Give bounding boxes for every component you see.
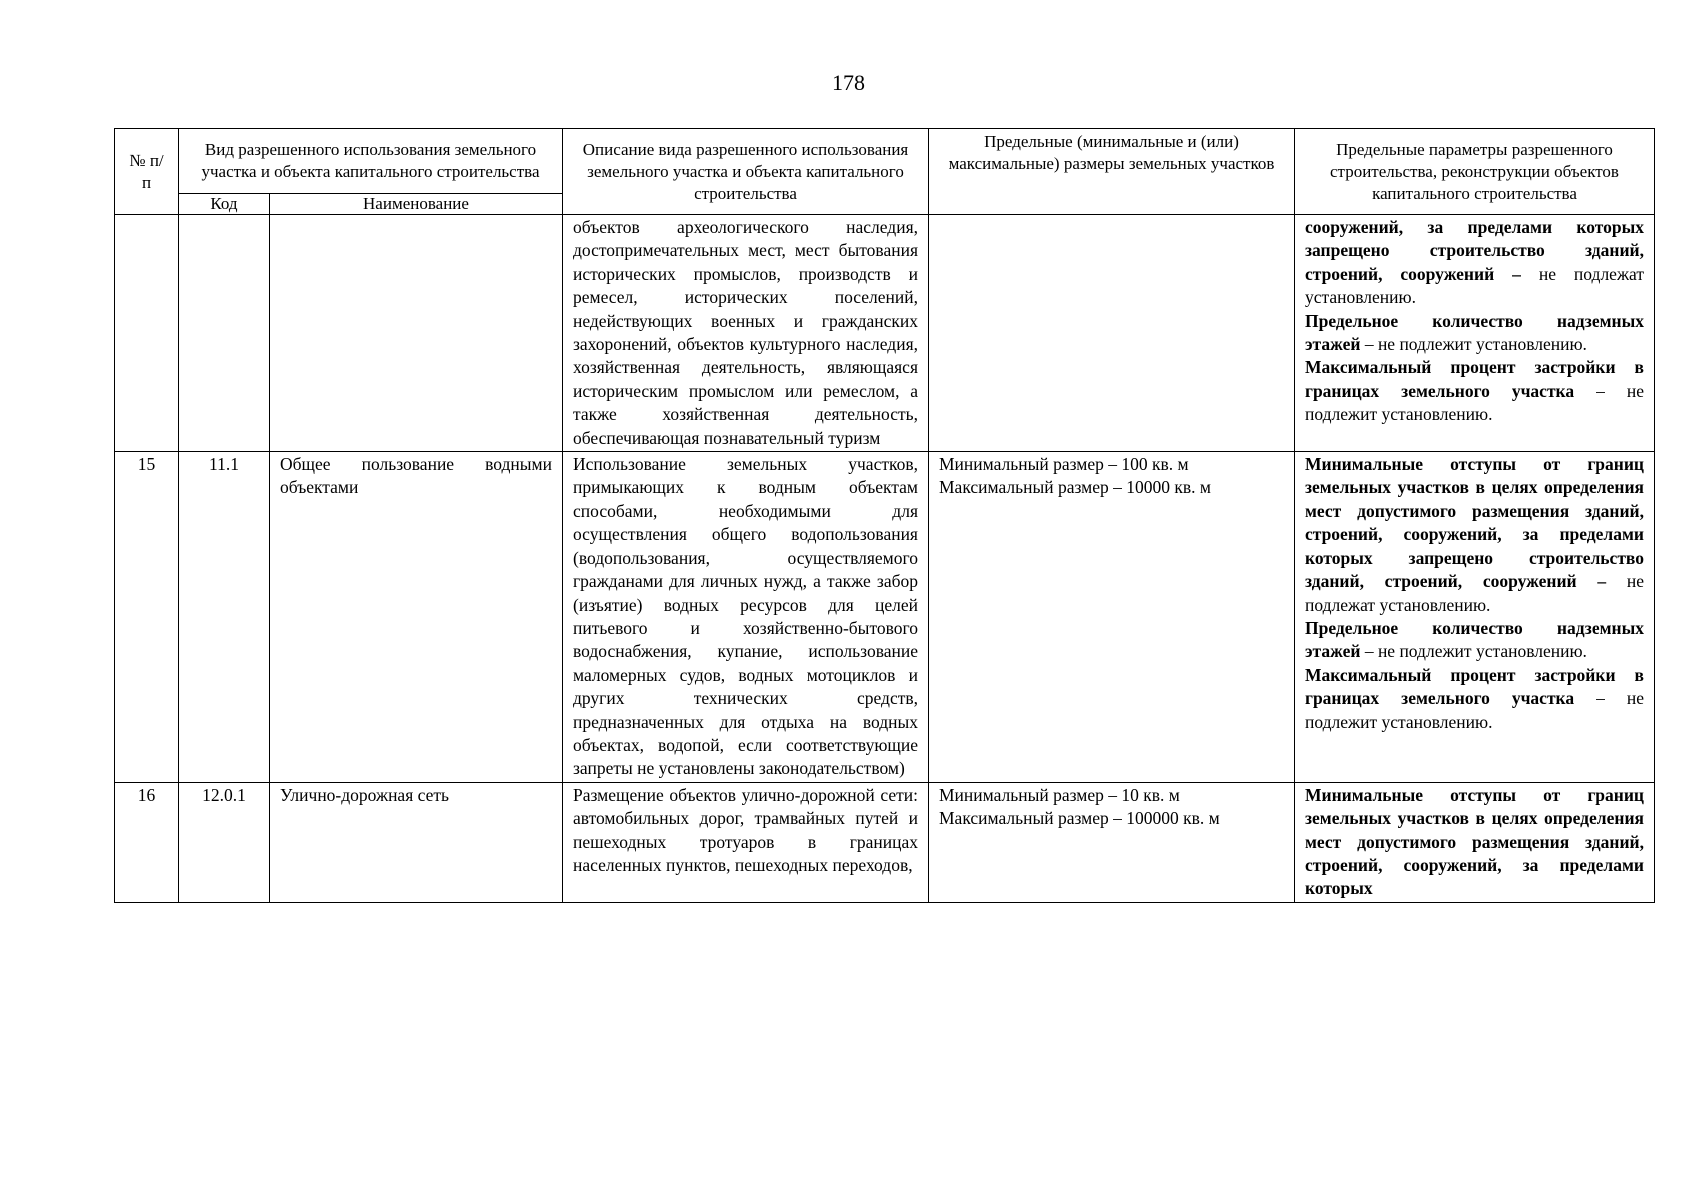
row-number: 15: [115, 452, 179, 783]
table-header: [115, 129, 1655, 215]
table-row: [115, 452, 1655, 783]
row-number: [115, 215, 179, 452]
param-normal: – не подлежит установлению.: [1305, 688, 1644, 732]
row-params: [1295, 215, 1655, 452]
row-name: Улично-дорожная сеть: [270, 782, 563, 902]
row-description: Размещение объектов улично-дорожной сети: автомобильных дорог, трамвайных путей и пешеходных тротуаров в границах населенных пунктов, пешеходных переходов,: [563, 782, 929, 902]
param-bold: Предельное количество надземных этажей: [1305, 310, 1644, 355]
row-size-max: Максимальный размер – 10000 кв. м: [939, 477, 1211, 498]
row-params: [1295, 452, 1655, 783]
param-item: [1305, 664, 1644, 734]
row-description: Использование земельных участков, примыкающих к водным объектам способами, необходимыми для осуществления общего водопользования (водопользования, осуществляемого гражданами для личных нужд, а также забор (изъятие) водных ресурсов для целей питьевого и хозяйственно-бытового водоснабжения, купание, использование маломерных судов, водных мотоциклов и других технических средств, предназначенных для отдыха на водных объектах, водопой, если соответствующие запреты не установлены законодательством): [563, 452, 929, 783]
param-bold: Минимальные отступы от границ земельных участков в целях определения мест допустимого размещения зданий, строений, сооружений, за пределами которых запрещено строительство зданий, строений, сооружений –: [1305, 454, 1644, 592]
row-params: [1295, 782, 1655, 902]
table-row: [115, 215, 1655, 452]
param-normal: не подлежат установлению.: [1305, 263, 1645, 308]
param-item: [1305, 784, 1644, 901]
param-item: [1305, 310, 1644, 357]
row-sizes: [929, 782, 1295, 902]
row-size-max: Максимальный размер – 100000 кв. м: [939, 808, 1220, 829]
param-bold: Предельное количество надземных этажей: [1305, 617, 1644, 662]
header-num: № п/п: [115, 129, 179, 215]
param-bold: Минимальные отступы от границ земельных участков в целях определения мест допустимого размещения зданий, строений, сооружений, за пределами которых: [1305, 784, 1644, 899]
row-name: Общее пользование водными объектами: [270, 452, 563, 783]
row-sizes: [929, 215, 1295, 452]
row-name: [270, 215, 563, 452]
land-use-table: [114, 128, 1655, 903]
param-item: [1305, 617, 1644, 664]
header-description: Описание вида разрешенного использования земельного участка и объекта капитального строительства: [563, 129, 929, 215]
row-code: 11.1: [179, 452, 270, 783]
row-code: 12.0.1: [179, 782, 270, 902]
row-description: объектов археологического наследия, достопримечательных мест, мест бытования исторических промыслов, производств и ремесел, исторических поселений, недействующих военных и гражданских захоронений, объектов культурного наследия, хозяйственная деятельность, являющаяся историческим промыслом или ремеслом, а также хозяйственная деятельность, обеспечивающая познавательный туризм: [563, 215, 929, 452]
param-item: [1305, 216, 1644, 310]
row-size-min: Минимальный размер – 100 кв. м: [939, 454, 1189, 475]
param-normal: – не подлежит установлению.: [1360, 334, 1587, 355]
param-normal: – не подлежит установлению.: [1360, 641, 1587, 662]
table-body: [115, 215, 1655, 903]
header-code: Код: [179, 194, 270, 215]
param-normal: не подлежат установлению.: [1305, 571, 1644, 615]
row-number: 16: [115, 782, 179, 902]
header-params: Предельные параметры разрешенного строительства, реконструкции объектов капитального строительства: [1295, 129, 1655, 215]
page-number: 178: [832, 70, 865, 95]
row-code: [179, 215, 270, 452]
header-name: Наименование: [270, 194, 563, 215]
param-normal: – не подлежит установлению.: [1305, 380, 1644, 425]
param-item: [1305, 453, 1644, 617]
row-size-min: Минимальный размер – 10 кв. м: [939, 784, 1180, 805]
header-vid-group: Вид разрешенного использования земельного участка и объекта капитального строительства: [179, 129, 563, 194]
param-bold: Максимальный процент застройки в границах земельного участка: [1305, 664, 1644, 709]
param-bold: Максимальный процент застройки в границах земельного участка: [1305, 357, 1644, 401]
row-sizes: [929, 452, 1295, 783]
param-bold: сооружений, за пределами которых запрещено строительство зданий, строений, сооружений –: [1305, 217, 1644, 284]
header-sizes: Предельные (минимальные и (или) максимальные) размеры земельных участков: [929, 129, 1295, 215]
table-row: [115, 782, 1655, 902]
param-item: [1305, 356, 1644, 426]
